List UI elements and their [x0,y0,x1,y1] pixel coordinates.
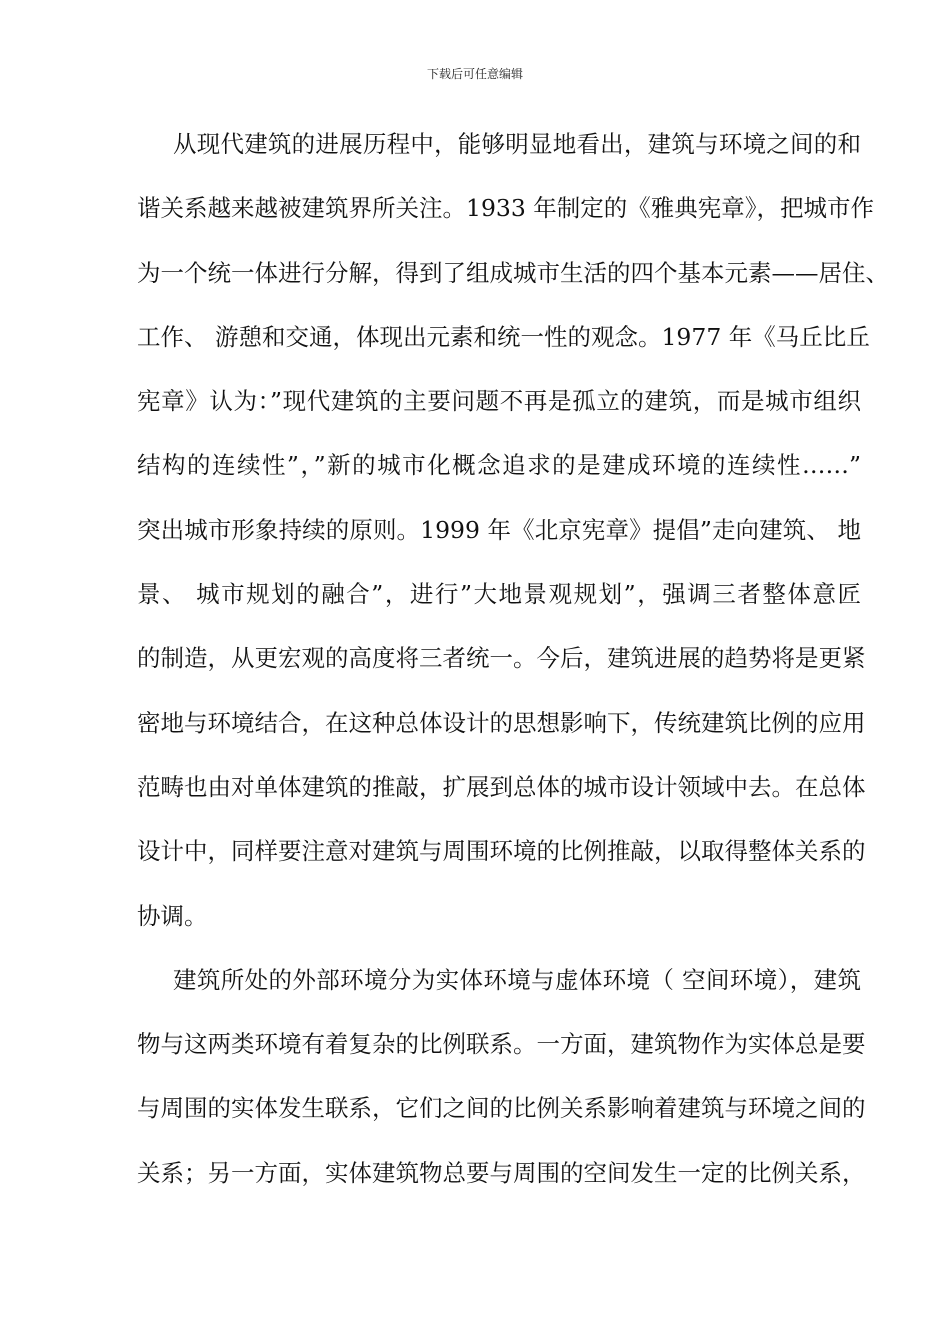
page-header: 下载后可任意编辑 [426,67,523,81]
paragraph-1 [137,118,889,954]
text-line: 物与这两类环境有着复杂的比例联系。一方面，建筑物作为实体总是要 [137,1030,866,1059]
text-line: 与周围的实体发生联系，它们之间的比例关系影响着建筑与环境之间的 [137,1094,866,1123]
text-line: 建筑所处的外部环境分为实体环境与虚体环境（ 空间环境），建筑 [173,965,861,994]
text-line: 突出城市形象持续的原则。1999 年《北京宪章》提倡”走向建筑、 地 [137,515,861,544]
text-line: 关系；另一方面，实体建筑物总要与周围的空间发生一定的比例关系， [137,1158,866,1187]
text-line: 范畴也由对单体建筑的推敲，扩展到总体的城市设计领域中去。在总体 [137,772,866,801]
text-line: 为一个统一体进行分解，得到了组成城市生活的四个基本元素——居住、 [137,258,889,287]
text-line: 协调。 [137,901,208,930]
text-line: 的制造，从更宏观的高度将三者统一。今后，建筑进展的趋势将是更紧 [137,644,866,673]
text-line: 密地与环境结合，在这种总体设计的思想影响下，传统建筑比例的应用 [137,708,866,737]
text-line: 设计中，同样要注意对建筑与周围环境的比例推敲，以取得整体关系的 [137,837,866,866]
text-line: 谐关系越来越被建筑界所关注。1933 年制定的《雅典宪章》，把城市作 [137,194,875,223]
text-line: 景、 城市规划的融合”，进行”大地景观规划”，强调三者整体意匠 [137,580,861,609]
body-text [137,118,889,1211]
text-line: 工作、 游憩和交通，体现出元素和统一性的观念。1977 年《马丘比丘 [137,322,870,351]
text-line: 宪章》认为：”现代建筑的主要问题不再是孤立的建筑，而是城市组织 [137,387,861,416]
text-line: 从现代建筑的进展历程中，能够明显地看出，建筑与环境之间的和 [173,130,861,158]
paragraph-2 [137,954,866,1211]
text-line: 结构的连续性”，”新的城市化概念追求的是建成环境的连续性……” [137,451,861,480]
